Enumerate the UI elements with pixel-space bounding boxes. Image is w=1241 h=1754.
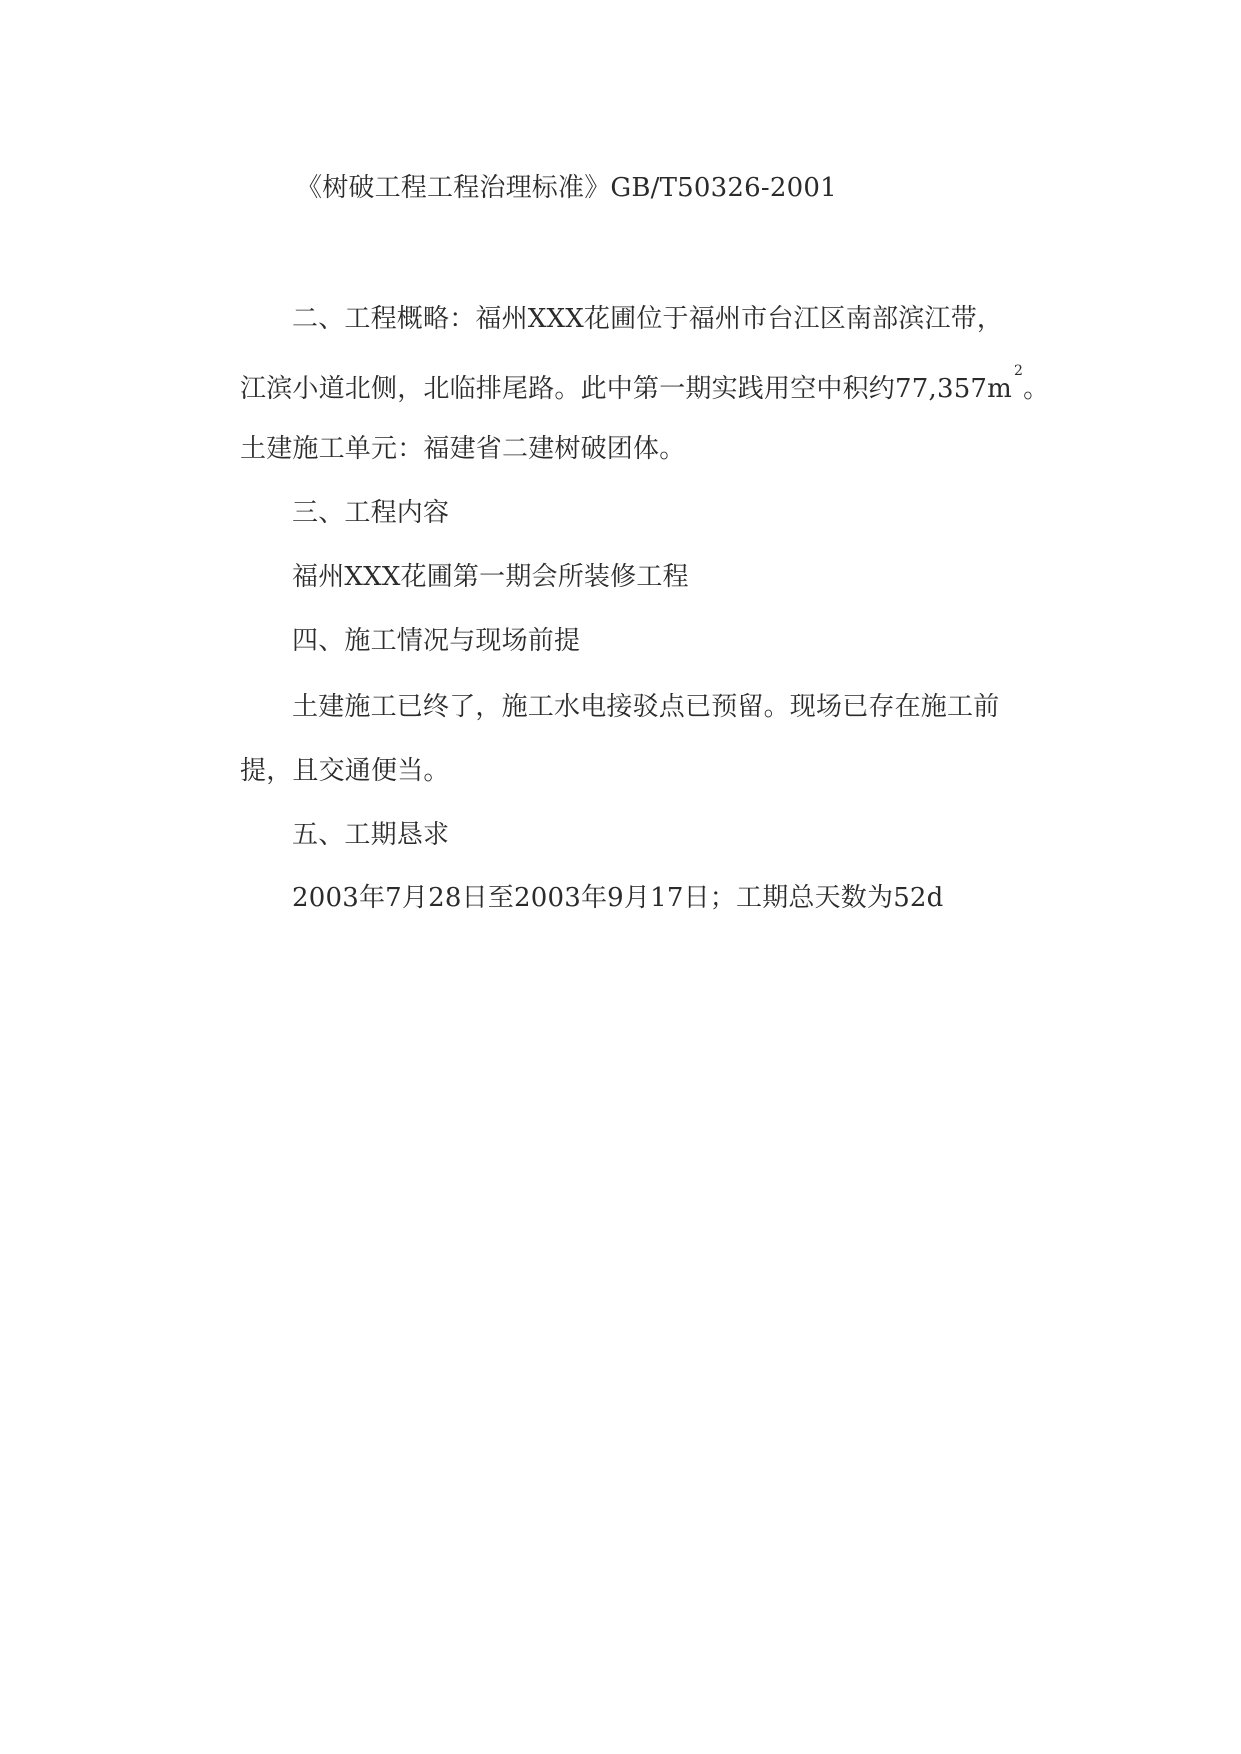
- section-2-line-2: [240, 363, 1050, 409]
- standard-reference: 《树破工程工程治理标准》GB/T50326-2001: [296, 173, 837, 203]
- section-2-line-2-end: 。: [1023, 374, 1050, 404]
- section-2-line-2-text: 江滨小道北侧，北临排尾路。此中第一期实践用空中积约77,357m: [240, 374, 1013, 404]
- section-5-body: 2003年7月28日至2003年9月17日；工期总天数为52d: [292, 883, 944, 913]
- section-4-body-line-1: 土建施工已终了，施工水电接驳点已预留。现场已存在施工前: [292, 692, 1000, 722]
- section-4-body-line-2: 提，且交通便当。: [240, 756, 450, 786]
- section-3-body: 福州XXX花圃第一期会所装修工程: [292, 562, 689, 592]
- superscript-2: 2: [1014, 363, 1024, 379]
- section-3-heading: 三、工程内容: [292, 498, 450, 528]
- section-5-heading: 五、工期恳求: [292, 820, 450, 850]
- section-4-heading: 四、施工情况与现场前提: [292, 626, 581, 656]
- section-2-line-1: 二、工程概略：福州XXX花圃位于福州市台江区南部滨江带，: [292, 304, 1004, 334]
- section-2-line-3: 土建施工单元：福建省二建树破团体。: [240, 434, 686, 464]
